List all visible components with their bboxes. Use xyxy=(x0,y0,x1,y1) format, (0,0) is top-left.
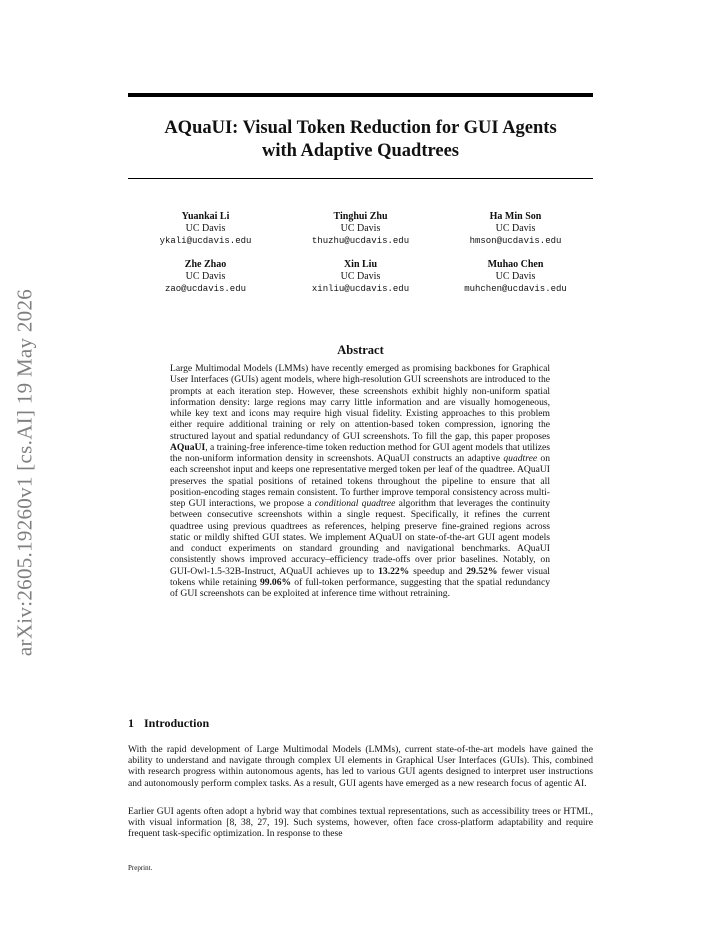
abstract-text: Large Multimodal Models (LMMs) have recently emerged as promising backbones for Graphical User Interfaces (GUIs) agent models, where high-resolution GUI screenshots are introduced to the prompts at each iteration step. However, these screenshots exhibit highly non-uniform spatial information density: large regions may carry little information and are visually homogeneous, while key text and icons may require high visual fidelity. Existing approaches to this problem either require additional training or rely on attention-based token compression, ignoring the structured layout and spatial redundancy of GUI screenshots. To fill the gap, this paper proposes xyxy=(170,363,550,442)
author-email[interactable]: muhchen@ucdavis.edu xyxy=(464,284,567,294)
abstract-heading: Abstract xyxy=(337,343,384,357)
author-affiliation: UC Davis xyxy=(340,271,381,282)
author-affiliation: UC Davis xyxy=(185,223,226,234)
preprint-footer: Preprint. xyxy=(128,864,153,872)
author-affiliation: UC Davis xyxy=(495,223,536,234)
intro-paragraph-1: With the rapid development of Large Multimodal Models (LMMs), current state-of-the-art models have gained the ability to understand and navigate through complex UI elements in Graphical User Interfaces (GUIs). This, combined with research progress within autonomous agents, has led to various GUI agents designed to interpret user instructions and autonomously perform complex tasks. As a result, GUI agents have emerged as a new research focus of agentic AI. xyxy=(128,744,593,789)
paper-title xyxy=(128,117,593,163)
title-line-1: AQuaUI: Visual Token Reduction for GUI Agents xyxy=(164,118,557,138)
author-affiliation: UC Davis xyxy=(185,271,226,282)
author-name: Ha Min Son xyxy=(489,211,542,222)
abstract-text: fewer visual tokens while retaining xyxy=(170,565,550,588)
abstract-body xyxy=(170,363,550,599)
fewer-tokens-value: 29.52% xyxy=(466,565,498,577)
author-row-2 xyxy=(128,259,593,295)
author-row-1 xyxy=(128,211,593,247)
author-name: Xin Liu xyxy=(343,259,378,270)
conditional-quadtree-term: conditional quadtree xyxy=(314,498,396,509)
author-entry xyxy=(128,211,283,247)
abstract-text: algorithm that leverages the continuity between consecutive screenshots within a single request. Specifically, it refines the current quadtree using previous quadtrees as references, helping preserve fine-grained regions across static or mildly shifted GUI states. We implement AQuaUI on state-of-the-art GUI agent models and conduct experiments on standard grounding and navigational benchmarks. AQuaUI consistently shows improved accuracy–efficiency trade-offs over prior baselines. Notably, on GUI-Owl-1.5-32B-Instruct, AQuaUI achieves up to xyxy=(170,498,551,577)
author-name: Yuankai Li xyxy=(181,211,230,222)
arxiv-identifier-stamp: arXiv:2605.19260v1 [cs.AI] 19 May 2026 xyxy=(12,288,37,657)
abstract-text: , a training-free inference-time token reduction method for GUI agent models that utilizes the non-uniform information density in screenshots. AQuaUI constructs an adaptive xyxy=(170,441,550,464)
author-email[interactable]: ykali@ucdavis.edu xyxy=(159,236,252,246)
abstract-text: on each screenshot input and keeps one representative merged token per leaf of the quadtree. AQuaUI preserves the spatial positions of retained tokens throughout the pipeline to ensure that all position-encoding stages remain consistent. To further improve temporal consistency across multi-step GUI interactions, we propose a xyxy=(170,453,550,509)
section-number: 1 xyxy=(128,716,134,730)
section-heading-introduction xyxy=(128,716,209,731)
intro-paragraph-2: Earlier GUI agents often adopt a hybrid way that combines textual representations, such as accessibility trees or HTML, with visual information [8, 38, 27, 19]. Such systems, however, often face cross-platform adaptability and require frequent task-specific optimization. In response to these xyxy=(128,806,593,840)
author-email[interactable]: zao@ucdavis.edu xyxy=(164,284,246,294)
author-name: Tinghui Zhu xyxy=(333,211,388,222)
author-email[interactable]: thuzhu@ucdavis.edu xyxy=(311,236,410,246)
author-entry xyxy=(438,211,593,247)
author-name: Muhao Chen xyxy=(487,259,544,270)
title-rule-top xyxy=(128,93,593,97)
speedup-value: 13.22% xyxy=(378,565,410,577)
author-entry xyxy=(283,259,438,295)
title-rule-bottom xyxy=(128,178,593,179)
method-name-bold: AQuaUI xyxy=(170,441,206,453)
author-affiliation: UC Davis xyxy=(340,223,381,234)
quadtree-term: quadtree xyxy=(503,453,538,464)
author-block xyxy=(128,211,593,307)
retained-performance-value: 99.06% xyxy=(259,576,292,588)
author-email[interactable]: xinliu@ucdavis.edu xyxy=(311,284,410,294)
author-entry xyxy=(128,259,283,295)
author-name: Zhe Zhao xyxy=(184,259,227,270)
author-entry xyxy=(438,259,593,295)
section-title: Introduction xyxy=(144,716,210,730)
abstract-text: of full-token performance, suggesting that the spatial redundancy of GUI screenshots can be exploited at inference time without retraining. xyxy=(170,576,551,599)
author-email[interactable]: hmson@ucdavis.edu xyxy=(469,236,562,246)
title-line-2: with Adaptive Quadtrees xyxy=(261,141,459,161)
abstract-text: speedup and xyxy=(409,565,467,577)
author-affiliation: UC Davis xyxy=(495,271,536,282)
author-entry xyxy=(283,211,438,247)
